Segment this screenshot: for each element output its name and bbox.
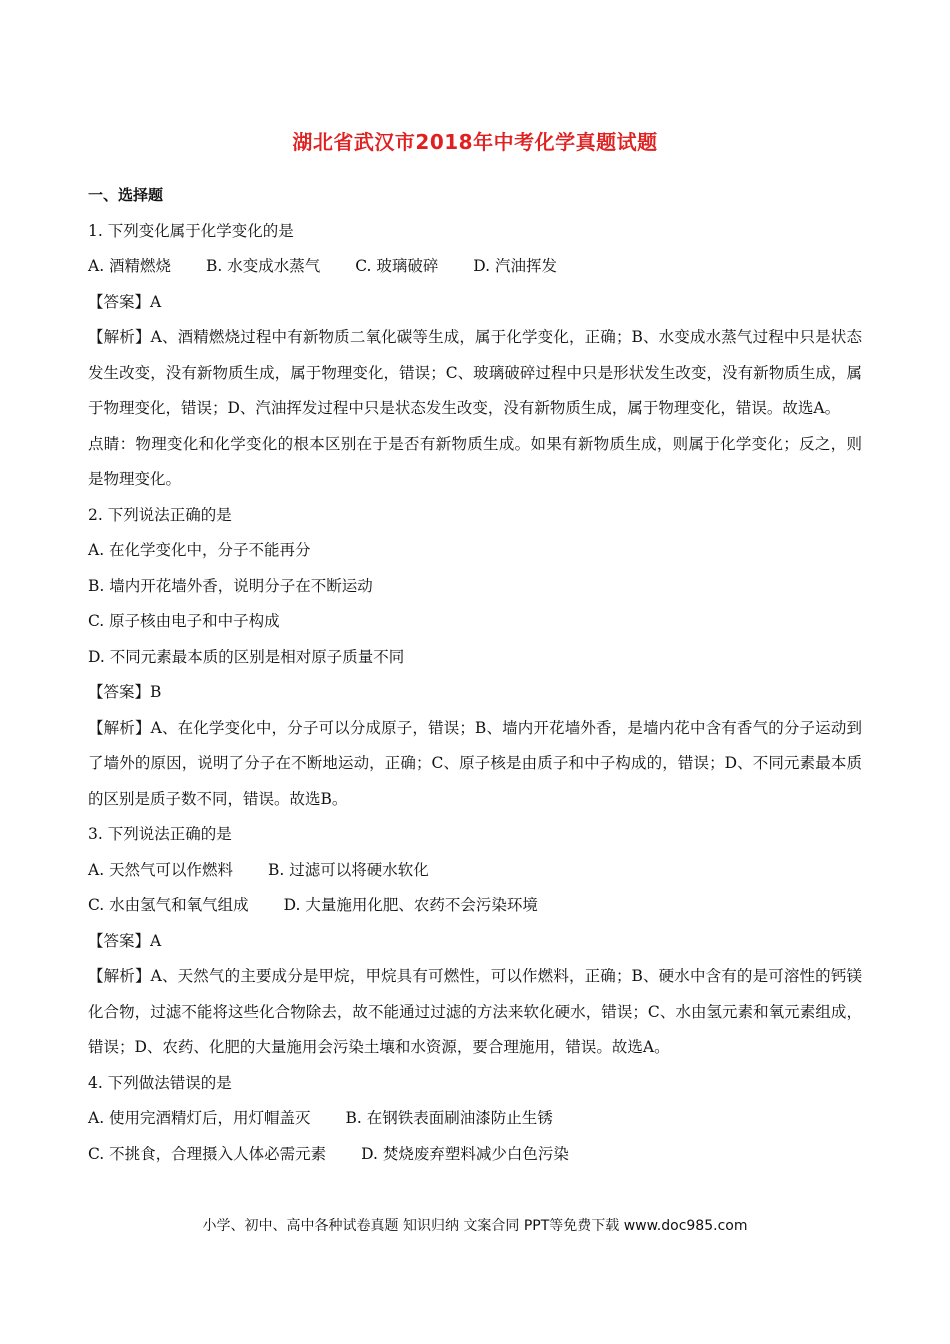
question-3-analysis: 【解析】A、天然气的主要成分是甲烷，甲烷具有可燃性，可以作燃料，正确；B、硬水中含有的是可溶性的钙镁化合物，过滤不能将这些化合物除去，故不能通过过滤的方法来软化硬水，错误；C、水由氢元素和氧元素组成，错误；D、农药、化肥的大量施用会污染土壤和水资源，要合理施用，错误。故选A。	[88, 967, 862, 1056]
question-4-options-row-2	[88, 1137, 862, 1173]
question-1-stem: 1. 下列变化属于化学变化的是	[88, 221, 294, 240]
document-body	[88, 178, 862, 1172]
question-2-option-d: D. 不同元素最本质的区别是相对原子质量不同	[88, 647, 405, 666]
question-2-option-a: A. 在化学变化中，分子不能再分	[88, 541, 311, 559]
question-2-option-c: C. 原子核由电子和中子构成	[88, 612, 280, 630]
question-1-option-c: C. 玻璃破碎	[355, 257, 439, 275]
question-3-options-row-1	[88, 853, 862, 889]
question-4-stem: 4. 下列做法错误的是	[88, 1073, 232, 1092]
question-3-option-b: B. 过滤可以将硬水软化	[268, 860, 429, 879]
question-3-options-row-2	[88, 888, 862, 924]
question-2-option-b: B. 墙内开花墙外香，说明分子在不断运动	[88, 576, 373, 595]
section-heading: 一、选择题	[88, 186, 164, 204]
question-3-stem: 3. 下列说法正确的是	[88, 825, 232, 843]
question-3-option-c: C. 水由氢气和氧气组成	[88, 896, 249, 914]
question-1-analysis: 【解析】A、酒精燃烧过程中有新物质二氧化碳等生成，属于化学变化，正确；B、水变成水蒸气过程中只是状态发生改变，没有新物质生成，属于物理变化，错误；C、玻璃破碎过程中只是形状发生改变，没有新物质生成，属于物理变化，错误；D、汽油挥发过程中只是状态发生改变，没有新物质生成，属于物理变化，错误。故选A。	[88, 328, 862, 417]
question-4-option-d: D. 焚烧废弃塑料减少白色污染	[361, 1144, 569, 1163]
question-1-options	[88, 249, 862, 285]
question-4-option-a: A. 使用完酒精灯后，用灯帽盖灭	[88, 1109, 311, 1127]
question-1-answer: 【答案】A	[88, 292, 162, 311]
question-4-options-row-1	[88, 1101, 862, 1137]
question-1-option-a: A. 酒精燃烧	[88, 257, 172, 275]
page-footer: 小学、初中、高中各种试卷真题 知识归纳 文案合同 PPT等免费下载 www.doc985.com	[202, 1218, 748, 1234]
question-3-option-a: A. 天然气可以作燃料	[88, 860, 234, 879]
question-1-note: 点睛：物理变化和化学变化的根本区别在于是否有新物质生成。如果有新物质生成，则属于化学变化；反之，则是物理变化。	[88, 434, 862, 488]
question-2-analysis: 【解析】A、在化学变化中，分子可以分成原子，错误；B、墙内开花墙外香，是墙内花中含有香气的分子运动到了墙外的原因，说明了分子在不断地运动，正确；C、原子核是由质子和中子构成的，错误；D、不同元素最本质的区别是质子数不同，错误。故选B。	[88, 718, 862, 808]
question-4-option-b: B. 在钢铁表面刷油漆防止生锈	[345, 1109, 553, 1127]
question-4-option-c: C. 不挑食，合理摄入人体必需元素	[88, 1144, 327, 1163]
question-2-stem: 2. 下列说法正确的是	[88, 505, 232, 524]
question-1-option-d: D. 汽油挥发	[473, 257, 558, 275]
question-3-answer: 【答案】A	[88, 931, 162, 950]
question-1-option-b: B. 水变成水蒸气	[206, 257, 321, 275]
question-3-option-d: D. 大量施用化肥、农药不会污染环境	[283, 896, 538, 914]
document-title: 湖北省武汉市2018年中考化学真题试题	[292, 130, 658, 154]
question-2-answer: 【答案】B	[88, 683, 162, 701]
